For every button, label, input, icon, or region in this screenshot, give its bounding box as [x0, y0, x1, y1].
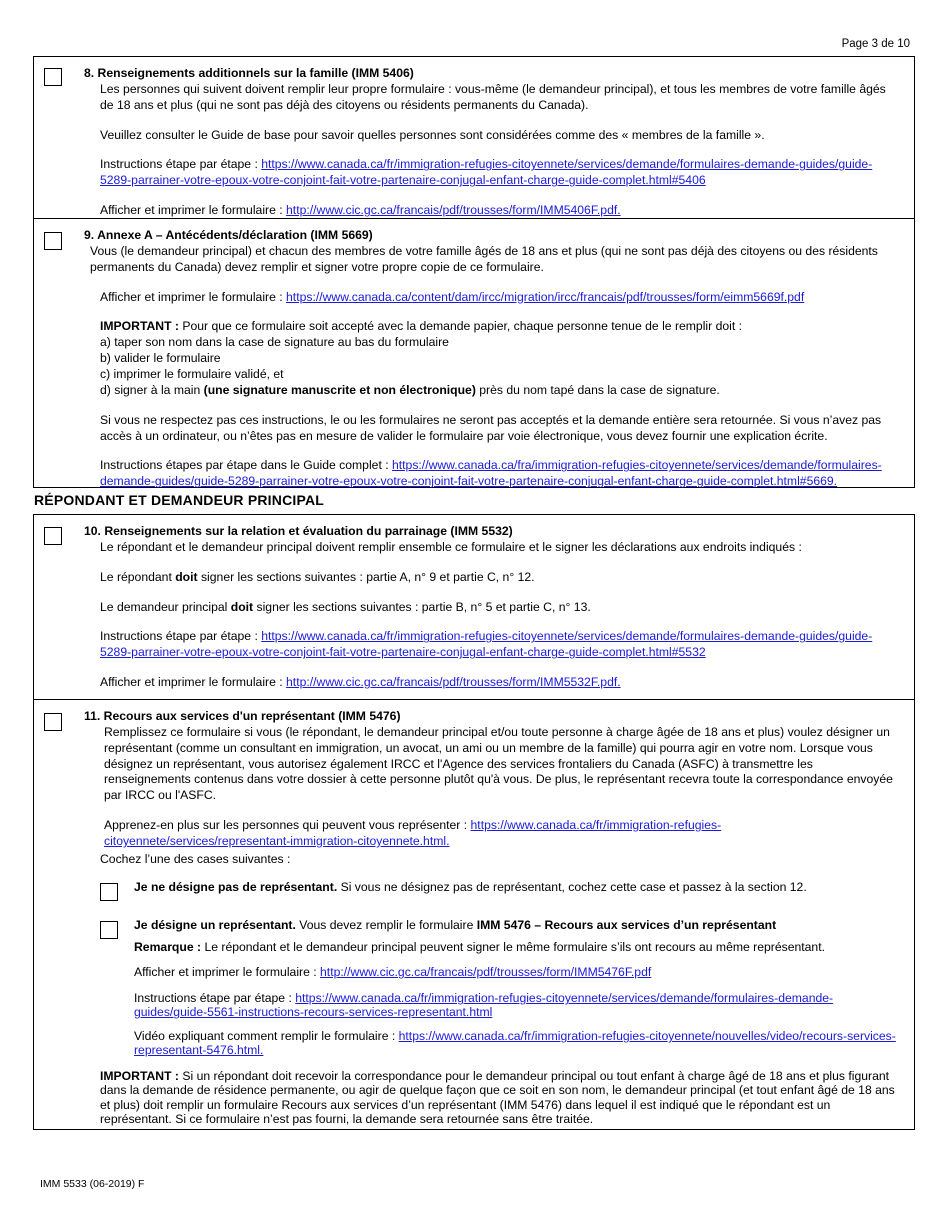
section-9-instructions-link[interactable]: https://www.canada.ca/fra/immigration-refugies-citoyennete/services/demande/formulaires-demande-guides/guide-5289-parrainer-votre-epoux-votre-conjoint-fait-votre-partenaire-conjugal-enfant-charge-guide-complet.html#5669. [100, 458, 882, 489]
remark-text: Le répondant et le demandeur principal peuvent signer le même formulaire s’ils ont recours au même représentant. [204, 939, 825, 954]
section-11 [34, 699, 914, 1130]
section-10-applicant-bold: doit [230, 599, 254, 614]
section-9-form-link[interactable]: https://www.canada.ca/content/dam/ircc/migration/ircc/francais/pdf/trousses/form/eimm5669f.pdf [286, 289, 805, 304]
section-9-step-c: c) imprimer le formulaire validé, et [100, 367, 284, 382]
section-8-title: 8. Renseignements additionnels sur la famille (IMM 5406) [84, 66, 414, 80]
section-11-video-label: Vidéo expliquant comment remplir le formulaire : [134, 1029, 399, 1044]
section-11-checkbox[interactable] [44, 713, 62, 731]
section-11-video-link[interactable]: https://www.canada.ca/fr/immigration-refugies-citoyennete/nouvelles/video/recours-services-representant-5476.html. [134, 1029, 896, 1058]
section-8-form-label: Afficher et imprimer le formulaire : [100, 203, 287, 218]
section-10-sponsor-pre: Le répondant [100, 569, 176, 584]
section-10-description: Le répondant et le demandeur principal doivent remplir ensemble ce formulaire et le signer les déclarations aux endroits indiqués : [100, 539, 802, 554]
section-11-instructions-link[interactable]: https://www.canada.ca/fr/immigration-refugies-citoyennete/services/demande/formulaires-demande-guides/guide-5561-instructions-recours-services-representant.html [134, 991, 834, 1020]
option-representative-form-name: IMM 5476 – Recours aux services d’un représentant [476, 917, 777, 932]
section-10-sponsor-bold: doit [175, 569, 198, 584]
section-10-checkbox[interactable] [44, 527, 62, 545]
section-10-title: 10. Renseignements sur la relation et évaluation du parrainage (IMM 5532) [84, 524, 513, 538]
option-no-representative-text: Si vous ne désignez pas de représentant, cochez cette case et passez à la section 12. [337, 879, 807, 894]
section-9-step-d-bold: (une signature manuscrite et non électronique) [203, 382, 476, 397]
section-10-instructions-label: Instructions étape par étape : [100, 629, 262, 644]
section-9-form-label: Afficher et imprimer le formulaire : [100, 289, 287, 304]
section-11-title: 11. Recours aux services d'un représentant (IMM 5476) [84, 709, 401, 723]
section-11-form-link[interactable]: http://www.cic.gc.ca/francais/pdf/trousses/form/IMM5476F.pdf [320, 965, 652, 980]
option-representative [84, 918, 902, 1058]
section-9-instructions-label: Instructions étapes par étape dans le Guide complet : [100, 458, 392, 473]
section-9-title: 9. Annexe A – Antécédents/déclaration (IMM 5669) [84, 228, 373, 242]
section-8-description: Les personnes qui suivent doivent remplir leur propre formulaire : vous-même (le demandeur principal), et tous les membres de votre famille âgés de 18 ans et plus (qui ne sont pas déjà des citoyens ou résidents permanents du Canada). [100, 81, 886, 112]
section-9-description: Vous (le demandeur principal) et chacun des membres de votre famille âgés de 18 ans et plus (qui ne sont pas déjà des citoyens ou des résidents permanents du Canada) devez remplir et signer votre propre copie de ce formulaire. [90, 243, 878, 274]
option-no-representative [84, 880, 902, 900]
section-10 [34, 515, 914, 699]
section-11-important-text: Si un répondant doit recevoir la correspondance pour le demandeur principal ou tout enfant à charge âgé de 18 ans et plus figurant dans la demande de résidence permanente, ou agir de quelque façon que ce soit en son nom, le demandeur principal (et tout enfant âgé de 18 ans et plus) doit remplir un formulaire Recours aux services d’un représentant (IMM 5476) dans lequel il est indiqué que le répondant est un représentant. Si ce formulaire n’est pas fourni, la demande sera retournée sans être traitée. [100, 1069, 895, 1126]
section-11-learn-label: Apprenez-en plus sur les personnes qui peuvent vous représenter : [104, 818, 471, 833]
section-9-checkbox[interactable] [44, 232, 62, 250]
section-8-instructions-link[interactable]: https://www.canada.ca/fr/immigration-refugies-citoyennete/services/demande/formulaires-demande-guides/guide-5289-parrainer-votre-epoux-votre-conjoint-fait-votre-partenaire-conjugal-enfant-charge-guide-complet.html#5406 [100, 157, 873, 188]
section-9 [34, 218, 914, 488]
option-representative-text: Vous devez remplir le formulaire [295, 917, 477, 932]
section-9-warning: Si vous ne respectez pas ces instructions, le ou les formulaires ne seront pas acceptés et la demande entière sera retournée. Si vous n’avez pas accès à un ordinateur, ou n’êtes pas en mesure de valider le formulaire par voie électronique, vous devez fournir une explication écrite. [100, 412, 882, 443]
section-11-important-label: IMPORTANT : [100, 1069, 183, 1084]
section-9-step-d-pre: d) signer à la main [100, 382, 204, 397]
section-11-description: Remplissez ce formulaire si vous (le répondant, le demandeur principal et/ou toute personne à charge âgée de 18 ans et plus) voulez désigner un représentant (comme un consultant en immigration, un avocat, un ami ou un membre de la famille) qui pourra agir en votre nom. Lorsque vous désignez un représentant, vous autorisez également IRCC et l'Agence des services frontaliers du Canada (ASFC) à transmettre les renseignements contenus dans votre dossier à cette personne plutôt qu'à vous. De plus, le représentant recevra toute la correspondance envoyée par IRCC ou l'ASFC. [104, 724, 893, 803]
section-9-step-a: a) taper son nom dans la case de signature au bas du formulaire [100, 335, 449, 350]
section-11-instructions-label: Instructions étape par étape : [134, 991, 296, 1006]
section-9-step-d-post: près du nom tapé dans la case de signature. [475, 382, 720, 397]
remark-label: Remarque : [134, 939, 205, 954]
section-9-important-label: IMPORTANT : [100, 319, 183, 334]
sponsor-forms-frame [33, 514, 915, 1130]
option-no-representative-label: Je ne désigne pas de représentant. [134, 879, 338, 894]
option-representative-checkbox[interactable] [100, 921, 118, 939]
section-heading: RÉPONDANT ET DEMANDEUR PRINCIPAL [34, 492, 325, 508]
section-8-instructions-label: Instructions étape par étape : [100, 157, 262, 172]
form-code-footer: IMM 5533 (06-2019) F [40, 1178, 145, 1190]
section-11-form-label: Afficher et imprimer le formulaire : [134, 965, 321, 980]
section-8 [34, 57, 914, 218]
section-10-form-label: Afficher et imprimer le formulaire : [100, 675, 287, 690]
section-10-instructions-link[interactable]: https://www.canada.ca/fr/immigration-refugies-citoyennete/services/demande/formulaires-demande-guides/guide-5289-parrainer-votre-epoux-votre-conjoint-fait-votre-partenaire-conjugal-enfant-charge-guide-complet.html#5532 [100, 629, 873, 660]
family-forms-frame [33, 56, 915, 488]
section-11-check-one: Cochez l’une des cases suivantes : [100, 851, 291, 866]
section-8-form-link[interactable]: http://www.cic.gc.ca/francais/pdf/trousses/form/IMM5406F.pdf. [286, 203, 621, 218]
section-9-important-text: Pour que ce formulaire soit accepté avec la demande papier, chaque personne tenue de le remplir doit : [182, 319, 742, 334]
section-10-sponsor-post: signer les sections suivantes : partie A, n° 9 et partie C, n° 12. [197, 569, 535, 584]
section-10-form-link[interactable]: http://www.cic.gc.ca/francais/pdf/trousses/form/IMM5532F.pdf. [286, 675, 621, 690]
section-11-learn-link[interactable]: https://www.canada.ca/fr/immigration-refugies-citoyennete/services/representant-immigration-citoyennete.html. [104, 818, 722, 849]
option-representative-label: Je désigne un représentant. [134, 917, 296, 932]
section-8-guide-note: Veuillez consulter le Guide de base pour savoir quelles personnes sont considérées comme des « membres de la famille ». [100, 127, 765, 142]
section-10-applicant-pre: Le demandeur principal [100, 599, 231, 614]
section-8-checkbox[interactable] [44, 68, 62, 86]
section-10-applicant-post: signer les sections suivantes : partie B, n° 5 et partie C, n° 13. [253, 599, 591, 614]
option-no-representative-checkbox[interactable] [100, 883, 118, 901]
page-number: Page 3 de 10 [841, 38, 910, 50]
section-9-step-b: b) valider le formulaire [100, 351, 221, 366]
